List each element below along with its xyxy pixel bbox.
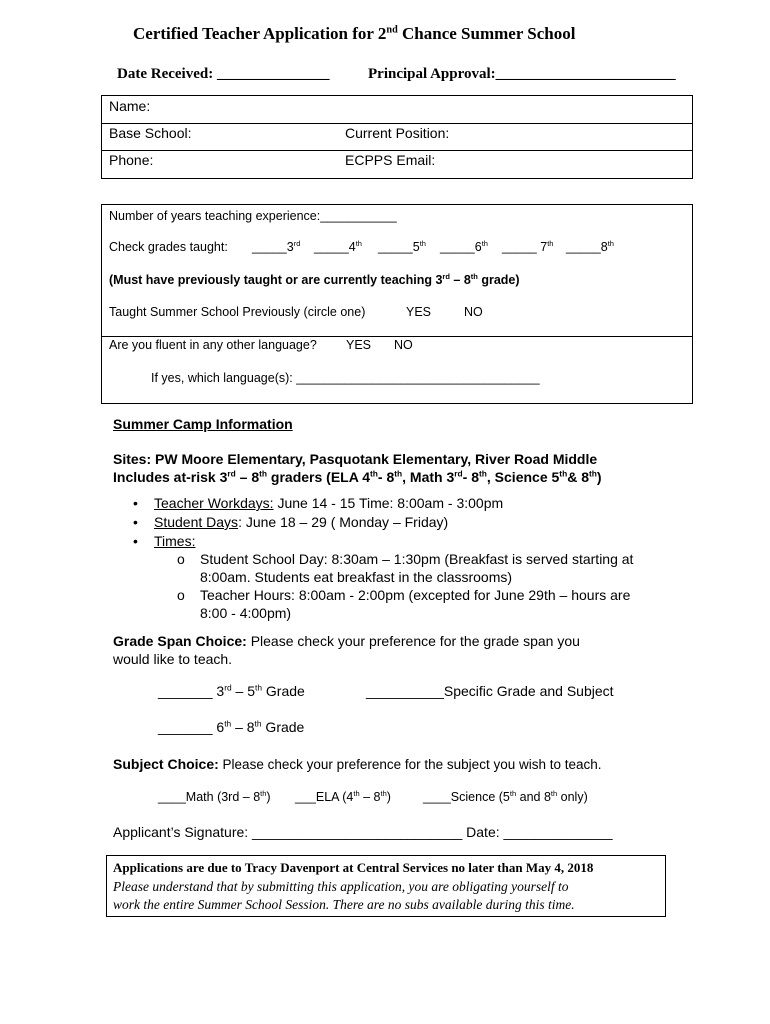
obligation-notice: Please understand that by submitting this application, you are obligating yourself to [113, 879, 569, 894]
bullet-icon: • [133, 514, 138, 530]
student-days: Student Days: June 18 – 29 ( Monday – Friday) [154, 514, 449, 530]
teacher-workdays: Teacher Workdays: June 14 - 15 Time: 8:00am - 3:00pm [154, 495, 504, 511]
school-row [102, 123, 692, 151]
subject-math-option[interactable]: ____Math (3rd – 8th) [158, 788, 271, 804]
specific-grade-subject-option[interactable]: __________Specific Grade and Subject [366, 683, 614, 699]
grade-7-checkbox[interactable]: _____ 7th [502, 238, 554, 254]
summer-prev-yes-option[interactable]: YES [406, 305, 432, 319]
base-school-field[interactable]: Base School: [109, 125, 192, 141]
divider [102, 336, 692, 337]
student-school-day-cont: 8:00am. Students eat breakfast in the classrooms) [200, 569, 513, 585]
subject-science-option[interactable]: ____Science (5th and 8th only) [423, 788, 588, 804]
deadline-notice: Applications are due to Tracy Davenport at Central Services no later than May 4, 2018 [113, 860, 594, 875]
camp-sites: Sites: PW Moore Elementary, Pasquotank Elementary, River Road Middle [113, 451, 598, 467]
date-received-field[interactable]: Date Received: _______________ [117, 66, 330, 82]
obligation-notice-cont: work the entire Summer School Session. There are no subs available during this time. [113, 897, 575, 912]
which-language-field[interactable]: If yes, which language(s): ___________________________________ [151, 371, 540, 385]
grade-5-checkbox[interactable]: _____5th [378, 238, 426, 254]
grade-requirement-note: (Must have previously taught or are currently teaching 3rd – 8th grade) [109, 271, 520, 287]
deadline-notice-box [106, 855, 666, 917]
grade-3-checkbox[interactable]: _____3rd [252, 238, 301, 254]
name-field[interactable]: Name: [109, 98, 151, 114]
applicant-info-table [101, 95, 693, 179]
teacher-hours: Teacher Hours: 8:00am - 2:00pm (excepted for June 29th – hours are [200, 587, 631, 603]
email-field[interactable]: ECPPS Email: [345, 152, 436, 168]
grade-span-6-8-option[interactable]: _______ 6th – 8th Grade [158, 718, 305, 735]
contact-row [102, 150, 692, 177]
current-position-field[interactable]: Current Position: [345, 125, 450, 141]
grade-8-checkbox[interactable]: _____8th [566, 238, 614, 254]
fluent-yes-option[interactable]: YES [346, 338, 372, 352]
circle-bullet-icon: o [177, 551, 185, 567]
experience-box [101, 204, 693, 404]
page-title: Certified Teacher Application for 2nd Chance Summer School [133, 24, 576, 43]
bullet-icon: • [133, 533, 138, 549]
fluent-no-option[interactable]: NO [394, 338, 413, 352]
principal-approval-field[interactable]: Principal Approval:________________________ [368, 66, 676, 82]
grade-4-checkbox[interactable]: _____4th [314, 238, 362, 254]
name-row [102, 96, 692, 124]
camp-includes: Includes at-risk 3rd – 8th graders (ELA 4th- 8th, Math 3rd- 8th, Science 5th& 8th) [113, 468, 602, 485]
grade-span-instructions: Grade Span Choice: Please check your preference for the grade span you [113, 633, 580, 649]
subject-ela-option[interactable]: ___ELA (4th – 8th) [295, 788, 391, 804]
camp-info-heading: Summer Camp Information [113, 416, 293, 432]
grade-6-checkbox[interactable]: _____6th [440, 238, 488, 254]
signature-date-line[interactable]: Applicant’s Signature: ___________________________ Date: ______________ [113, 824, 613, 840]
subject-choice-instructions: Subject Choice: Please check your preference for the subject you wish to teach. [113, 756, 602, 772]
bullet-icon: • [133, 495, 138, 511]
years-experience-field[interactable]: Number of years teaching experience:___________ [109, 209, 397, 223]
student-school-day: Student School Day: 8:30am – 1:30pm (Breakfast is served starting at [200, 551, 634, 567]
summer-prev-no-option[interactable]: NO [464, 305, 483, 319]
summer-school-prev-label: Taught Summer School Previously (circle one) [109, 305, 366, 319]
grades-taught-label: Check grades taught: [109, 240, 228, 254]
teacher-hours-cont: 8:00 - 4:00pm) [200, 605, 292, 621]
times-label: Times: [154, 533, 196, 549]
fluent-language-label: Are you fluent in any other language? [109, 338, 317, 352]
phone-field[interactable]: Phone: [109, 152, 154, 168]
circle-bullet-icon: o [177, 587, 185, 603]
grade-span-3-5-option[interactable]: _______ 3rd – 5th Grade [158, 682, 305, 699]
grade-span-instructions-cont: would like to teach. [113, 651, 233, 667]
